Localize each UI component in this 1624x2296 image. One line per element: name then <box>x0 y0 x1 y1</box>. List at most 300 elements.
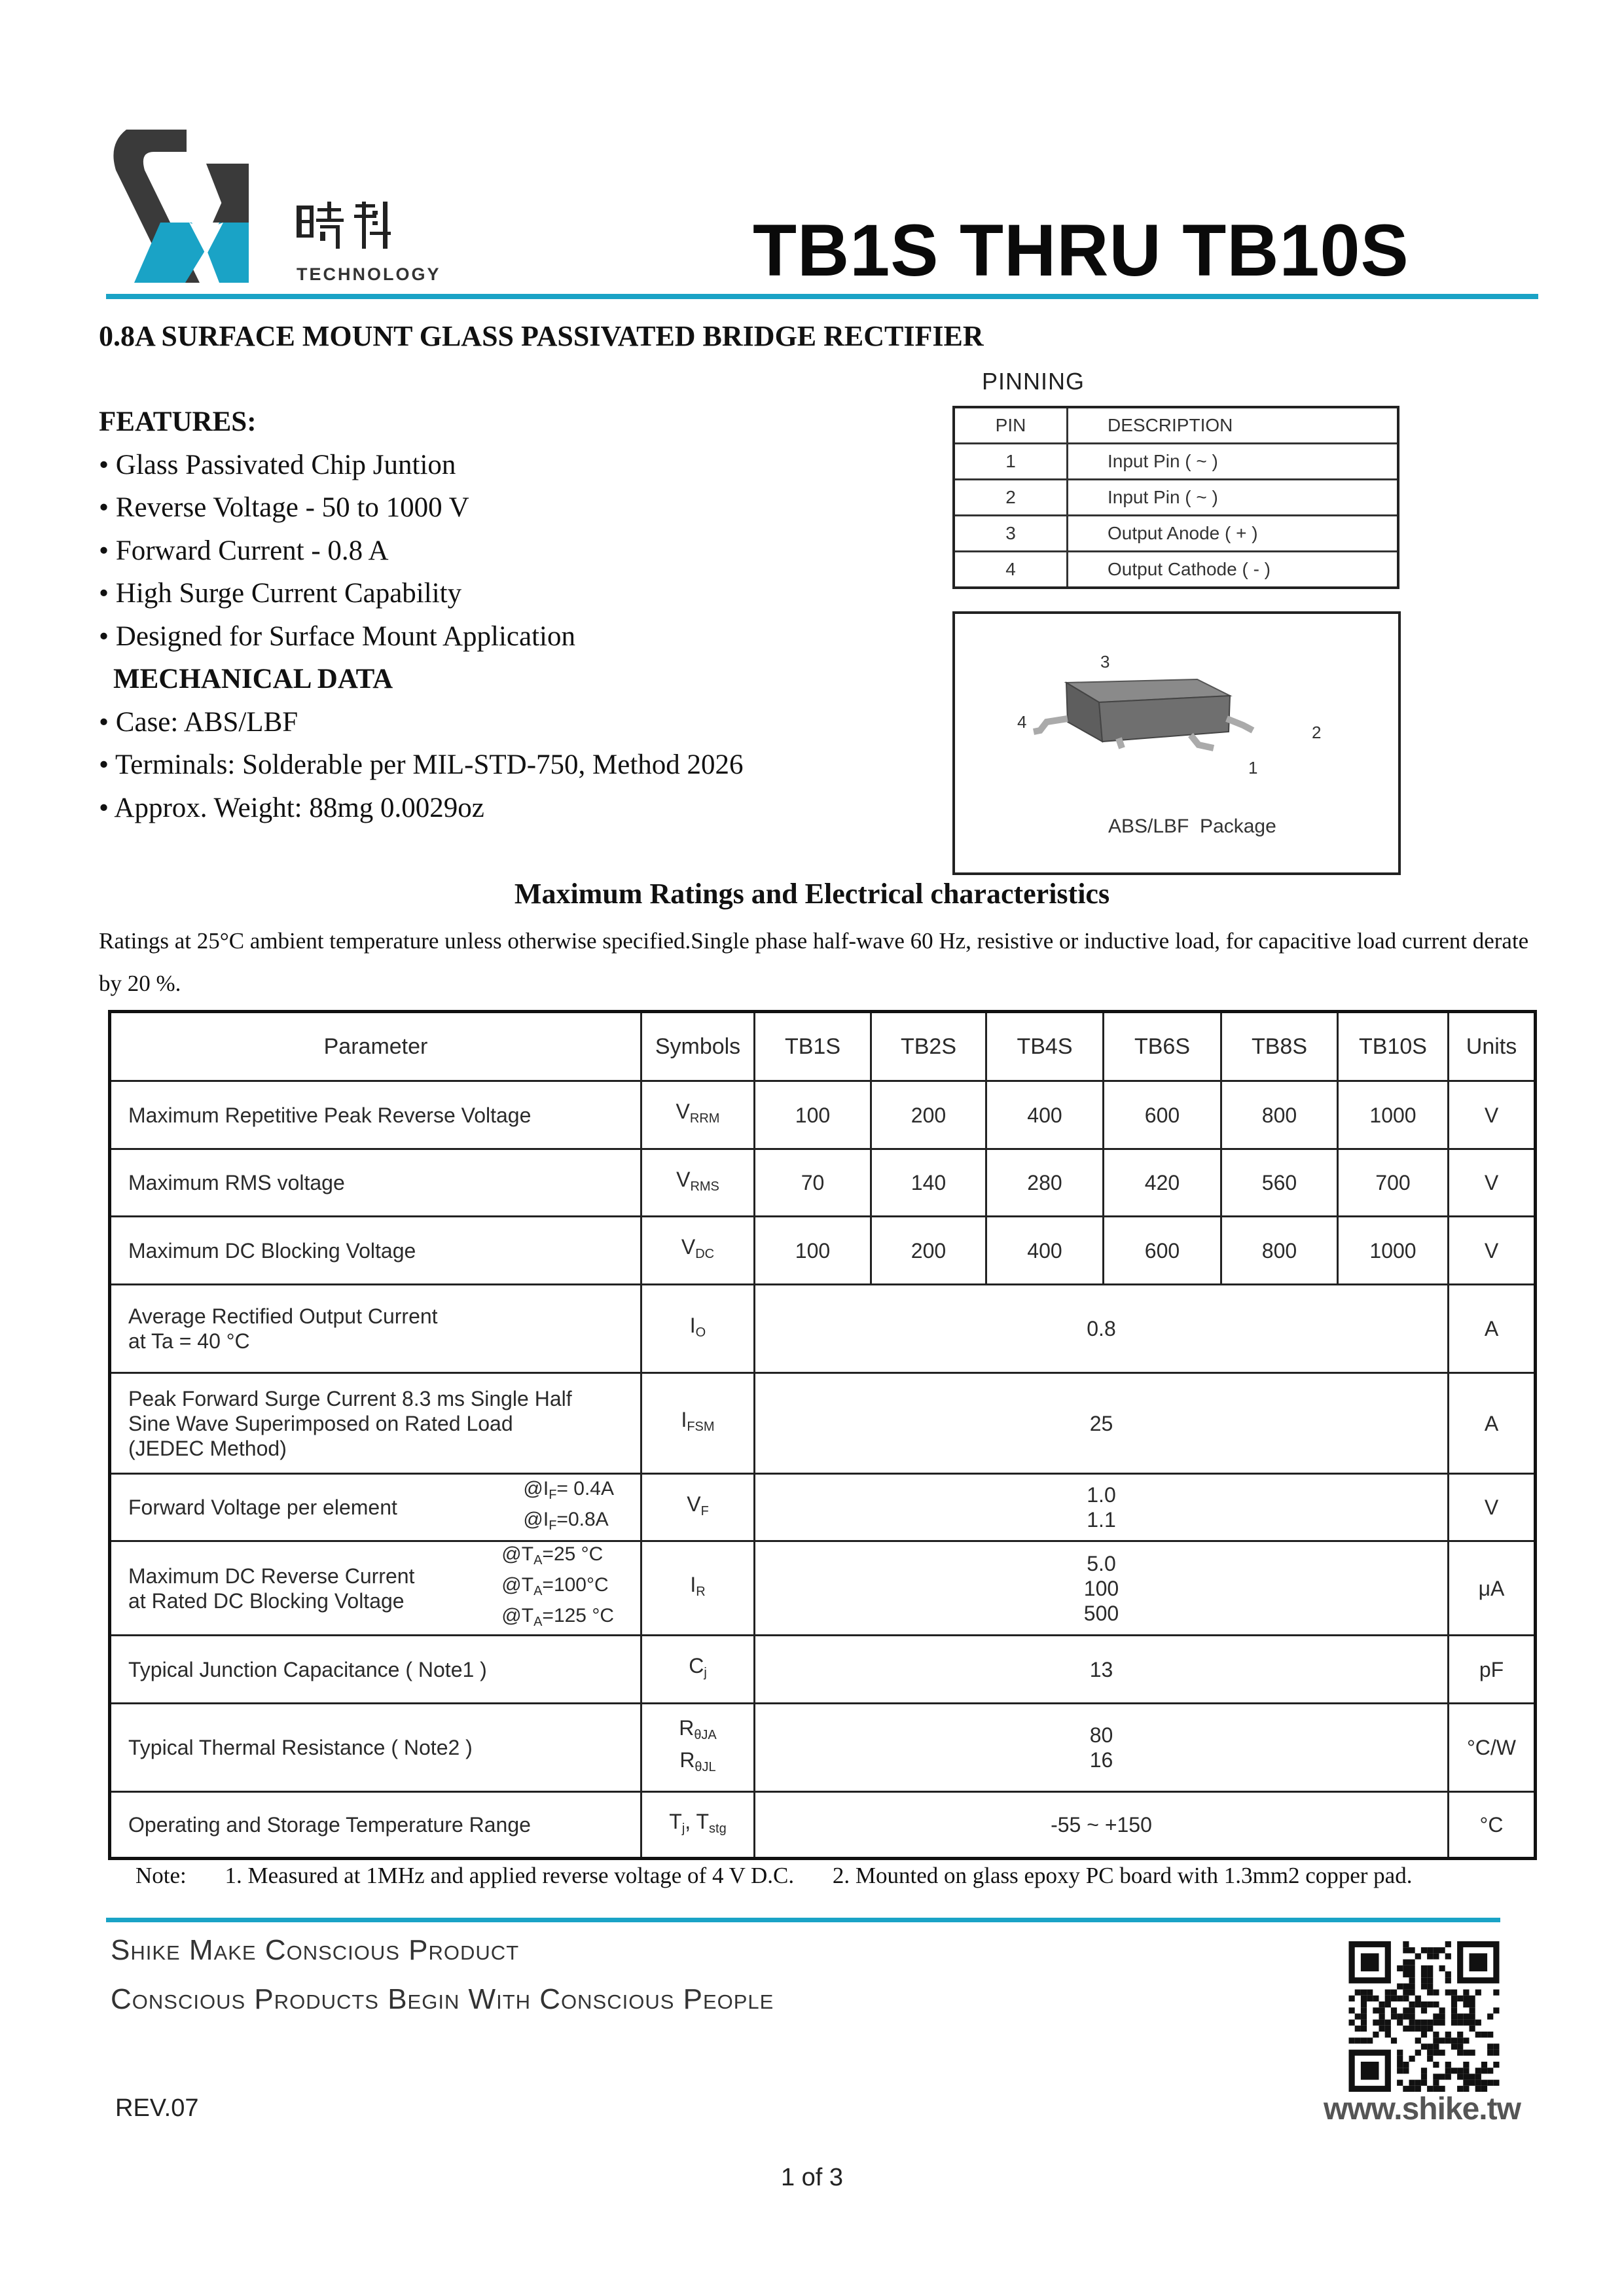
qr-module <box>1433 2013 1439 2019</box>
qr-module <box>1433 2062 1439 2068</box>
parameter-line: Forward Voltage per element <box>128 1496 397 1519</box>
parameter-line: (JEDEC Method) <box>128 1436 287 1460</box>
unit-cell: A <box>1449 1373 1536 1474</box>
unit-cell: °C/W <box>1449 1704 1536 1792</box>
symbol-cell <box>641 1149 755 1217</box>
symbol-subscript: FSM <box>687 1420 715 1434</box>
table-row <box>110 1373 1536 1474</box>
qr-module <box>1349 2037 1355 2043</box>
package-figure <box>952 611 1401 875</box>
qr-module <box>1445 2037 1451 2043</box>
value-line: 13 <box>1089 1657 1113 1681</box>
parameter-wrap <box>128 1304 640 1354</box>
parameter-line: Sine Wave Superimposed on Rated Load <box>128 1411 513 1435</box>
qr-module <box>1355 2026 1361 2032</box>
qr-module <box>1403 1960 1409 1965</box>
package-pin-label: 3 <box>1100 652 1110 672</box>
qr-module <box>1463 2037 1469 2043</box>
parameter-line: Maximum Repetitive Peak Reverse Voltage <box>128 1103 532 1127</box>
qr-module <box>1445 1977 1451 1983</box>
qr-module <box>1397 2062 1403 2068</box>
column-header: TB10S <box>1338 1012 1449 1081</box>
value-cell <box>755 1636 1449 1704</box>
parameter-wrap <box>128 1735 640 1760</box>
column-header: TB1S <box>755 1012 871 1081</box>
qr-module <box>1487 2013 1493 2019</box>
qr-module <box>1421 2020 1427 2026</box>
qr-module <box>1487 2032 1493 2037</box>
symbol-main: I <box>689 1313 696 1337</box>
qr-module <box>1409 2026 1415 2032</box>
feature-item: • Forward Current - 0.8 A <box>99 535 389 566</box>
qr-module <box>1433 2001 1439 2007</box>
qr-module <box>1397 1983 1403 1989</box>
symbol-cell <box>641 1081 755 1149</box>
parameter-wrap <box>128 1103 640 1128</box>
unit-cell: A <box>1449 1285 1536 1373</box>
qr-module <box>1397 2068 1403 2073</box>
column-header: TB4S <box>986 1012 1104 1081</box>
qr-module <box>1493 2050 1499 2056</box>
qr-module <box>1433 2020 1439 2026</box>
table-row <box>110 1285 1536 1373</box>
qr-module <box>1445 2068 1451 2073</box>
unit-cell: μA <box>1449 1541 1536 1636</box>
condition-line <box>501 1542 614 1573</box>
qr-module <box>1403 1996 1409 2001</box>
qr-module <box>1481 2062 1487 2068</box>
qr-module <box>1421 2080 1427 2086</box>
qr-module <box>1397 2050 1403 2056</box>
qr-module <box>1385 1990 1391 1996</box>
value-line: 500 <box>1083 1601 1119 1625</box>
table-row <box>110 1636 1536 1704</box>
qr-module <box>1379 2007 1385 2013</box>
unit-cell: V <box>1449 1149 1536 1217</box>
value-line: 100 <box>1083 1576 1119 1600</box>
package-label: ABS/LBF Package <box>1108 816 1276 837</box>
value-cell: 700 <box>1338 1149 1449 1217</box>
value-cell: 1000 <box>1338 1217 1449 1285</box>
qr-module <box>1445 2032 1451 2037</box>
qr-module <box>1463 2080 1469 2086</box>
qr-module <box>1470 2073 1475 2079</box>
qr-module <box>1421 2068 1427 2073</box>
qr-module <box>1367 2037 1373 2043</box>
column-header: Parameter <box>110 1012 641 1081</box>
value-cell: 70 <box>755 1149 871 1217</box>
unit-cell: °C <box>1449 1792 1536 1859</box>
pin-header: PIN <box>954 407 1068 444</box>
qr-module <box>1409 1965 1415 1971</box>
qr-module <box>1421 2007 1427 2013</box>
column-header: Units <box>1449 1012 1536 1081</box>
qr-module <box>1439 2050 1445 2056</box>
qr-module <box>1487 2043 1493 2049</box>
parameter-text <box>128 1564 414 1613</box>
table-row <box>110 1541 1536 1636</box>
condition-value: =0.8A <box>556 1509 609 1530</box>
qr-module <box>1403 2068 1409 2073</box>
condition-prefix: @I <box>523 1509 549 1530</box>
qr-module <box>1421 1971 1427 1977</box>
symbol-subscript: DC <box>695 1247 715 1261</box>
condition-value: = 0.4A <box>556 1478 614 1499</box>
parameter-cell <box>110 1474 641 1541</box>
qr-module <box>1421 1977 1427 1983</box>
qr-module <box>1355 2013 1361 2019</box>
parameter-cell <box>110 1704 641 1792</box>
parameter-line: Operating and Storage Temperature Range <box>128 1813 531 1837</box>
pin-description: Output Cathode ( - ) <box>1068 552 1399 588</box>
qr-module <box>1427 2043 1433 2049</box>
qr-module <box>1427 2056 1433 2062</box>
qr-module <box>1481 2068 1487 2073</box>
parameter-line: Peak Forward Surge Current 8.3 ms Single Half <box>128 1386 572 1410</box>
qr-module <box>1403 1971 1409 1977</box>
table-row <box>110 1474 1536 1541</box>
condition-line <box>501 1573 614 1604</box>
qr-module <box>1403 1965 1409 1971</box>
value-cell: 100 <box>755 1081 871 1149</box>
parameter-cell <box>110 1636 641 1704</box>
qr-module <box>1457 2037 1463 2043</box>
qr-module <box>1397 1996 1403 2001</box>
parameter-cell <box>110 1285 641 1373</box>
package-pin-label: 1 <box>1248 758 1258 778</box>
condition-value: =25 °C <box>542 1543 604 1565</box>
symbol-main: V <box>687 1492 701 1516</box>
qr-module <box>1421 2032 1427 2037</box>
parameter-cell <box>110 1149 641 1217</box>
qr-module <box>1439 2020 1445 2026</box>
slogan-line-1: Shike Make Conscious Product <box>111 1934 520 1966</box>
symbol <box>642 1492 753 1524</box>
value-line: 16 <box>1089 1748 1113 1772</box>
pinning-table <box>952 406 1399 589</box>
value-cell <box>755 1285 1449 1373</box>
qr-module <box>1451 2043 1457 2049</box>
qr-module <box>1475 2020 1481 2026</box>
qr-module <box>1403 2062 1409 2068</box>
qr-module <box>1470 2080 1475 2086</box>
qr-module <box>1361 2001 1367 2007</box>
value-line: 5.0 <box>1087 1551 1116 1575</box>
qr-module <box>1475 2080 1481 2086</box>
qr-module <box>1415 1996 1421 2001</box>
symbol <box>642 1099 753 1131</box>
qr-module <box>1367 1996 1373 2001</box>
pin-row <box>954 516 1398 552</box>
qr-module <box>1397 2080 1403 2086</box>
qr-module <box>1409 1990 1415 1996</box>
qr-module <box>1421 1983 1427 1989</box>
qr-module <box>1470 2020 1475 2026</box>
qr-module <box>1397 2056 1403 2062</box>
qr-module <box>1487 2050 1493 2056</box>
symbol <box>669 1809 685 1836</box>
column-header: Symbols <box>641 1012 755 1081</box>
qr-module <box>1415 2026 1421 2032</box>
value-cell: 200 <box>871 1081 986 1149</box>
qr-module <box>1439 1947 1445 1953</box>
column-header: TB8S <box>1221 1012 1338 1081</box>
column-header: TB6S <box>1104 1012 1221 1081</box>
symbol-main: I <box>681 1408 687 1431</box>
condition-prefix: @T <box>501 1605 534 1626</box>
qr-module <box>1421 2026 1427 2032</box>
qr-module <box>1451 2020 1457 2026</box>
condition-prefix: @T <box>501 1543 534 1565</box>
qr-module <box>1463 2050 1469 2056</box>
qr-module <box>1451 1990 1457 1996</box>
qr-module <box>1475 2068 1481 2073</box>
parameter-text <box>128 1735 473 1760</box>
qr-module <box>1470 1996 1475 2001</box>
ratings-heading: Maximum Ratings and Electrical characteristics <box>514 878 1110 910</box>
qr-module <box>1409 1960 1415 1965</box>
qr-module <box>1427 2020 1433 2026</box>
condition-line <box>523 1507 614 1538</box>
symbol-subscript: θJA <box>694 1728 717 1742</box>
qr-module <box>1415 2037 1421 2043</box>
qr-finder-center <box>1470 1953 1488 1971</box>
qr-module <box>1470 2013 1475 2019</box>
qr-module <box>1470 2007 1475 2013</box>
symbol-cell <box>641 1474 755 1541</box>
symbol-cell <box>641 1285 755 1373</box>
qr-code <box>1346 1941 1502 2092</box>
package-pin-label: 4 <box>1017 712 1027 732</box>
parameter-wrap <box>128 1386 640 1461</box>
qr-module <box>1403 2013 1409 2019</box>
condition-subscript: A <box>533 1553 543 1568</box>
value-cell <box>755 1474 1449 1541</box>
qr-module <box>1463 2062 1469 2068</box>
qr-module <box>1457 2013 1463 2019</box>
qr-module <box>1397 1965 1403 1971</box>
qr-module <box>1385 2001 1391 2007</box>
qr-module <box>1397 2013 1403 2019</box>
symbol <box>642 1313 753 1345</box>
features-section <box>99 401 744 829</box>
qr-module <box>1433 2037 1439 2043</box>
qr-module <box>1373 2020 1379 2026</box>
symbol-subscript: θJL <box>695 1760 716 1774</box>
symbol <box>642 1234 753 1266</box>
symbol <box>642 1167 753 1199</box>
symbol-main: T <box>669 1809 682 1833</box>
value-line: 1.0 <box>1087 1483 1116 1507</box>
parameter-cell <box>110 1373 641 1474</box>
qr-module <box>1457 2050 1463 2056</box>
parameter-text <box>128 1495 397 1520</box>
qr-module <box>1385 1996 1391 2001</box>
qr-module <box>1457 2032 1463 2037</box>
mechanical-item: • Approx. Weight: 88mg 0.0029oz <box>99 792 484 823</box>
condition-value: =125 °C <box>542 1605 614 1626</box>
logo-technology-text: TECHNOLOGY <box>297 264 441 284</box>
qr-module <box>1409 2001 1415 2007</box>
value-cell: 1000 <box>1338 1081 1449 1149</box>
qr-module <box>1463 2013 1469 2019</box>
condition-prefix: @T <box>501 1574 534 1596</box>
qr-module <box>1427 2050 1433 2056</box>
condition-value: =100°C <box>542 1574 609 1596</box>
symbol-cell <box>641 1541 755 1636</box>
qr-module <box>1457 2020 1463 2026</box>
pin-description: Input Pin ( ~ ) <box>1068 480 1399 516</box>
symbol <box>685 1809 727 1836</box>
parameter-line: Average Rectified Output Current <box>128 1304 438 1328</box>
qr-module <box>1433 2032 1439 2037</box>
condition-subscript: F <box>549 1518 557 1533</box>
symbol-main: R <box>679 1748 695 1772</box>
qr-module <box>1409 1983 1415 1989</box>
qr-module <box>1481 2080 1487 2086</box>
pin-header-row <box>954 407 1398 444</box>
qr-module <box>1463 2073 1469 2079</box>
qr-module <box>1349 1996 1355 2001</box>
qr-module <box>1361 2037 1367 2043</box>
qr-module <box>1427 1983 1433 1989</box>
qr-module <box>1451 2007 1457 2013</box>
qr-module <box>1421 2073 1427 2079</box>
pin-number: 1 <box>954 444 1068 480</box>
parameter-wrap <box>128 1657 640 1682</box>
qr-module <box>1415 2080 1421 2086</box>
value-cell <box>755 1792 1449 1859</box>
document-title: TB1S THRU TB10S <box>753 209 1409 291</box>
symbol-subscript: F <box>700 1503 709 1518</box>
qr-module <box>1445 2073 1451 2079</box>
symbol <box>642 1407 753 1439</box>
qr-module <box>1445 1953 1451 1959</box>
qr-module <box>1427 2026 1433 2032</box>
qr-module <box>1409 2013 1415 2019</box>
package-pin-label: 2 <box>1312 723 1322 742</box>
qr-module <box>1470 2001 1475 2007</box>
qr-module <box>1445 2062 1451 2068</box>
qr-module <box>1470 2026 1475 2032</box>
symbol-subscript: stg <box>709 1821 727 1836</box>
parameter-text <box>128 1170 345 1195</box>
mechanical-item: • Terminals: Solderable per MIL-STD-750, Method 2026 <box>99 749 744 780</box>
column-header: TB2S <box>871 1012 986 1081</box>
condition-subscript: F <box>549 1488 557 1502</box>
pin-row <box>954 552 1398 588</box>
qr-module <box>1427 1971 1433 1977</box>
symbol-subscript: j <box>681 1821 685 1836</box>
qr-module <box>1421 1947 1427 1953</box>
website-url: www.shike.tw <box>1324 2092 1521 2126</box>
qr-module <box>1421 2043 1427 2049</box>
value-cell: 140 <box>871 1149 986 1217</box>
value-cell: 200 <box>871 1217 986 1285</box>
qr-module <box>1475 2032 1481 2037</box>
symbol-cell <box>641 1636 755 1704</box>
qr-module <box>1493 2062 1499 2068</box>
qr-module <box>1470 2050 1475 2056</box>
qr-module <box>1433 1947 1439 1953</box>
qr-module <box>1433 2043 1439 2049</box>
symbol-main: I <box>690 1573 696 1596</box>
qr-module <box>1391 2037 1397 2043</box>
value-cell: 400 <box>986 1217 1104 1285</box>
qr-module <box>1427 1990 1433 1996</box>
unit-cell: V <box>1449 1474 1536 1541</box>
parameter-text <box>128 1103 531 1128</box>
symbol-cell <box>641 1217 755 1285</box>
qr-module <box>1457 2068 1463 2073</box>
qr-module <box>1439 2013 1445 2019</box>
qr-module <box>1451 2013 1457 2019</box>
parameter-wrap <box>128 1477 640 1538</box>
qr-module <box>1373 2007 1379 2013</box>
pin-number: 3 <box>954 516 1068 552</box>
qr-module <box>1409 2007 1415 2013</box>
qr-module <box>1385 2020 1391 2026</box>
qr-module <box>1361 1996 1367 2001</box>
description-header: DESCRIPTION <box>1108 415 1233 435</box>
symbol-main: V <box>681 1235 696 1259</box>
qr-module <box>1433 1990 1439 1996</box>
parameter-cell <box>110 1792 641 1859</box>
qr-module <box>1403 1941 1409 1947</box>
revision-label: REV.07 <box>115 2094 199 2122</box>
feature-item: • High Surge Current Capability <box>99 578 462 609</box>
value-cell: 800 <box>1221 1217 1338 1285</box>
qr-module <box>1451 2068 1457 2073</box>
qr-module <box>1445 1971 1451 1977</box>
symbol-main: V <box>676 1167 691 1191</box>
qr-module <box>1361 2026 1367 2032</box>
qr-module <box>1493 1990 1499 1996</box>
condition-subscript: A <box>533 1615 543 1629</box>
value-cell <box>755 1541 1449 1636</box>
value-line: 25 <box>1089 1411 1113 1435</box>
symbol-main: , T <box>685 1809 710 1833</box>
symbol <box>642 1653 753 1685</box>
qr-module <box>1439 2073 1445 2079</box>
qr-module <box>1385 2032 1391 2037</box>
qr-module <box>1433 2073 1439 2079</box>
parameter-text <box>128 1657 487 1682</box>
qr-module <box>1451 2001 1457 2007</box>
parameter-line: Maximum DC Reverse Current <box>128 1564 415 1588</box>
note-1: 1. Measured at 1MHz and applied reverse voltage of 4 V D.C. <box>225 1863 795 1888</box>
qr-module <box>1349 2020 1355 2026</box>
table-header-row <box>110 1012 1536 1081</box>
qr-module <box>1415 2020 1421 2026</box>
mechanical-heading: MECHANICAL DATA <box>113 664 393 694</box>
qr-finder-center <box>1361 1953 1379 1971</box>
qr-module <box>1361 1990 1367 1996</box>
value-cell <box>755 1704 1449 1792</box>
pinning-label: PINNING <box>982 368 1085 395</box>
qr-module <box>1463 2001 1469 2007</box>
parameter-line: Maximum DC Blocking Voltage <box>128 1238 416 1263</box>
qr-module <box>1415 2001 1421 2007</box>
qr-module <box>1463 2068 1469 2073</box>
qr-module <box>1355 2037 1361 2043</box>
table-row <box>110 1149 1536 1217</box>
symbol-cell <box>641 1792 755 1859</box>
symbol-main: C <box>689 1654 704 1677</box>
qr-module <box>1379 2026 1385 2032</box>
qr-module <box>1421 1965 1427 1971</box>
qr-module <box>1409 1971 1415 1977</box>
